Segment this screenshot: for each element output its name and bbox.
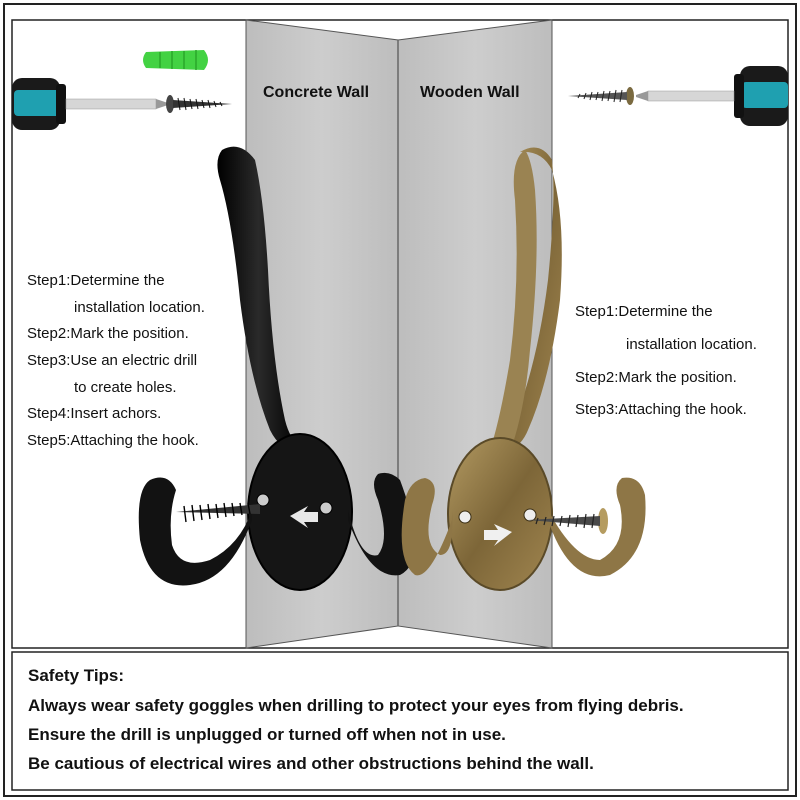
wooden-step-line: Step1:Determine the [575, 303, 713, 320]
safety-tip: Always wear safety goggles when drilling to protect your eyes from flying debris. [28, 696, 684, 715]
concrete-step-line: to create holes. [74, 379, 177, 396]
concrete-step-line: Step3:Use an electric drill [27, 352, 198, 369]
wall-anchor [143, 50, 208, 70]
concrete-step-line: installation location. [74, 299, 205, 316]
safety-tip: Be cautious of electrical wires and other obstructions behind the wall. [28, 754, 594, 773]
concrete-step-line: Step5:Attaching the hook. [27, 432, 199, 449]
concrete-step-line: Step1:Determine the [27, 272, 165, 289]
wooden-step-line: installation location. [626, 336, 757, 353]
concrete-step-line: Step4:Insert achors. [27, 405, 162, 422]
wooden-step-line: Step3:Attaching the hook. [575, 401, 747, 418]
wooden-step-line: Step2:Mark the position. [575, 369, 737, 386]
concrete-step-line: Step2:Mark the position. [27, 325, 189, 342]
concrete-wall-title: Concrete Wall [263, 84, 370, 101]
wooden-wall-title: Wooden Wall [420, 84, 520, 101]
concrete-steps [27, 272, 242, 462]
safety-tip: Ensure the drill is unplugged or turned off when not in use. [28, 725, 506, 744]
safety-tips-heading: Safety Tips: [28, 666, 125, 685]
wooden-steps [575, 303, 785, 433]
